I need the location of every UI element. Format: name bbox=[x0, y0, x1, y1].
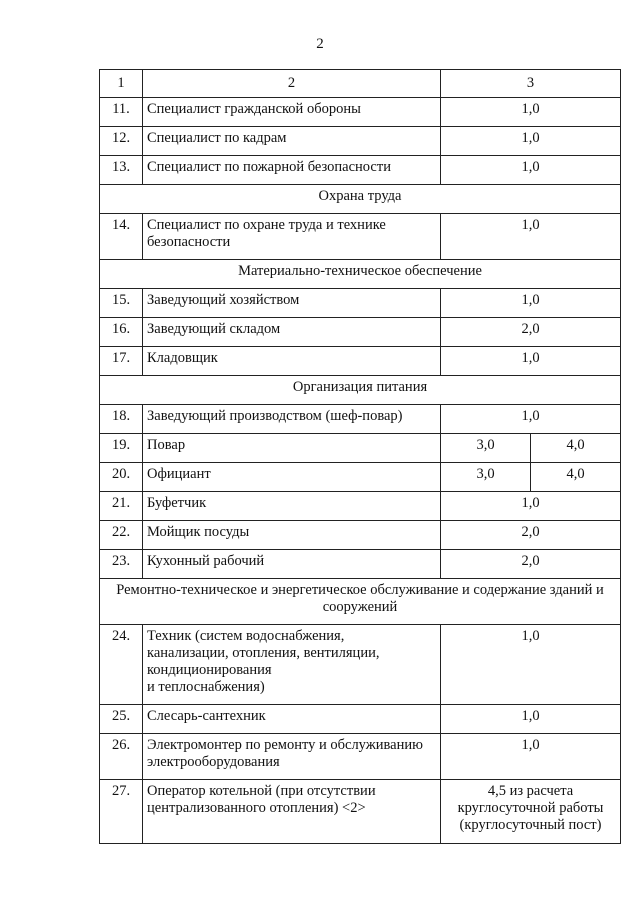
staff-count: 1,0 bbox=[441, 214, 621, 260]
table-row bbox=[100, 625, 621, 705]
position-name: Кладовщик bbox=[143, 347, 441, 376]
position-name: Слесарь-сантехник bbox=[143, 705, 441, 734]
section-row bbox=[100, 185, 621, 214]
position-name: Электромонтер по ремонту и обслуживанию электрооборудования bbox=[143, 734, 441, 780]
row-number: 18. bbox=[100, 405, 143, 434]
staff-count: 1,0 bbox=[441, 127, 621, 156]
section-row bbox=[100, 579, 621, 625]
row-number: 12. bbox=[100, 127, 143, 156]
section-row bbox=[100, 376, 621, 405]
page-number: 2 bbox=[316, 36, 324, 52]
staff-count: 1,0 bbox=[441, 705, 621, 734]
staff-count-a: 3,0 bbox=[441, 463, 531, 492]
position-name: Специалист по кадрам bbox=[143, 127, 441, 156]
row-number: 19. bbox=[100, 434, 143, 463]
row-number: 24. bbox=[100, 625, 143, 705]
position-name: Заведующий производством (шеф-повар) bbox=[143, 405, 441, 434]
position-name-line: и теплоснабжения) bbox=[147, 679, 265, 695]
table-row bbox=[100, 734, 621, 780]
position-name: Специалист по охране труда и технике безопасности bbox=[143, 214, 441, 260]
staff-table-body bbox=[100, 70, 621, 844]
row-number: 15. bbox=[100, 289, 143, 318]
position-name-line: кондиционирования bbox=[147, 662, 272, 678]
staff-count: 1,0 bbox=[441, 156, 621, 185]
row-number: 16. bbox=[100, 318, 143, 347]
row-number: 14. bbox=[100, 214, 143, 260]
position-name: Мойщик посуды bbox=[143, 521, 441, 550]
staff-count: 1,0 bbox=[441, 405, 621, 434]
row-number: 22. bbox=[100, 521, 143, 550]
staff-count: 2,0 bbox=[441, 521, 621, 550]
table-row bbox=[100, 492, 621, 521]
staff-count: 2,0 bbox=[441, 318, 621, 347]
row-number: 23. bbox=[100, 550, 143, 579]
table-row bbox=[100, 521, 621, 550]
header-col-2: 2 bbox=[143, 70, 441, 98]
table-header-row bbox=[100, 70, 621, 98]
section-title: Материально-техническое обеспечение bbox=[100, 260, 621, 289]
position-name: Специалист по пожарной безопасности bbox=[143, 156, 441, 185]
staff-count: 1,0 bbox=[441, 98, 621, 127]
table-row bbox=[100, 405, 621, 434]
row-number: 11. bbox=[100, 98, 143, 127]
table-row bbox=[100, 127, 621, 156]
staff-count-b: 4,0 bbox=[531, 463, 621, 492]
table-row bbox=[100, 98, 621, 127]
table-row bbox=[100, 318, 621, 347]
staff-count: 1,0 bbox=[441, 289, 621, 318]
section-title: Организация питания bbox=[100, 376, 621, 405]
position-name bbox=[143, 625, 441, 705]
header-col-1: 1 bbox=[100, 70, 143, 98]
staff-count: 1,0 bbox=[441, 625, 621, 705]
row-number: 17. bbox=[100, 347, 143, 376]
row-number: 20. bbox=[100, 463, 143, 492]
table-row bbox=[100, 156, 621, 185]
table-row bbox=[100, 463, 621, 492]
row-number: 26. bbox=[100, 734, 143, 780]
staff-count-line: 4,5 из расчета bbox=[487, 783, 574, 799]
staff-count: 1,0 bbox=[441, 492, 621, 521]
table-row bbox=[100, 347, 621, 376]
staff-count: 2,0 bbox=[441, 550, 621, 579]
staff-count: 1,0 bbox=[441, 347, 621, 376]
table-row bbox=[100, 214, 621, 260]
table-row bbox=[100, 434, 621, 463]
position-name: Оператор котельной (при отсутствии централизованного отопления) <2> bbox=[143, 780, 441, 844]
staff-count-b: 4,0 bbox=[531, 434, 621, 463]
table-row bbox=[100, 780, 621, 844]
row-number: 25. bbox=[100, 705, 143, 734]
position-name-line: канализации, отопления, вентиляции, bbox=[147, 645, 380, 661]
position-name: Официант bbox=[143, 463, 441, 492]
table-row bbox=[100, 550, 621, 579]
staff-count-line: (круглосуточный пост) bbox=[459, 817, 602, 833]
staff-count-line: круглосуточной работы bbox=[457, 800, 604, 816]
table-row bbox=[100, 705, 621, 734]
section-title: Ремонтно-техническое и энергетическое обслуживание и содержание зданий и сооружений bbox=[100, 579, 621, 625]
position-name: Повар bbox=[143, 434, 441, 463]
section-title: Охрана труда bbox=[100, 185, 621, 214]
row-number: 13. bbox=[100, 156, 143, 185]
table-row bbox=[100, 289, 621, 318]
staff-count bbox=[441, 780, 621, 844]
position-name-line: Техник (систем водоснабжения, bbox=[147, 628, 345, 644]
position-name: Заведующий складом bbox=[143, 318, 441, 347]
row-number: 21. bbox=[100, 492, 143, 521]
staff-table bbox=[99, 69, 621, 844]
staff-count-a: 3,0 bbox=[441, 434, 531, 463]
position-name: Специалист гражданской обороны bbox=[143, 98, 441, 127]
section-row bbox=[100, 260, 621, 289]
row-number: 27. bbox=[100, 780, 143, 844]
position-name: Заведующий хозяйством bbox=[143, 289, 441, 318]
header-col-3: 3 bbox=[441, 70, 621, 98]
position-name: Кухонный рабочий bbox=[143, 550, 441, 579]
staff-count: 1,0 bbox=[441, 734, 621, 780]
position-name: Буфетчик bbox=[143, 492, 441, 521]
